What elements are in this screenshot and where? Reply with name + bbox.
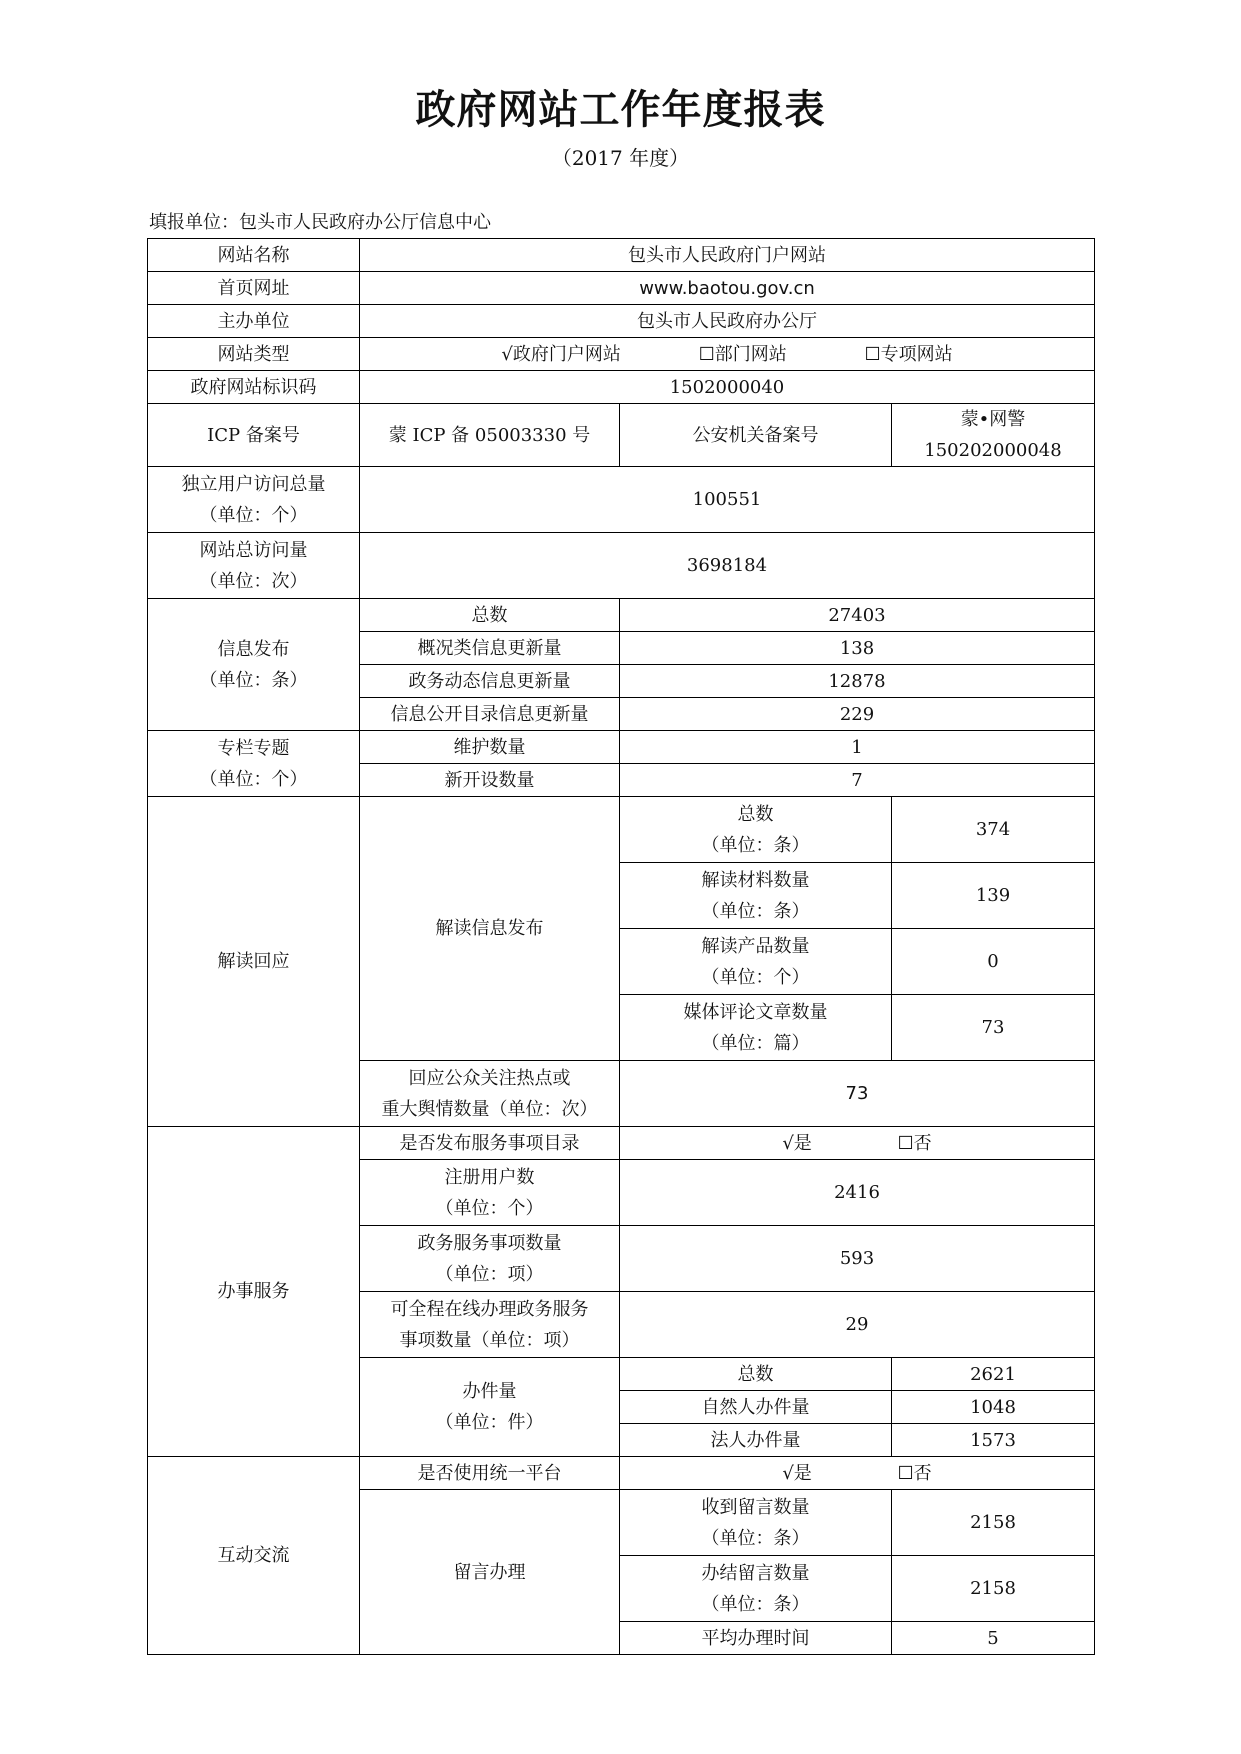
total-visits-value: 3698184	[360, 533, 1095, 599]
table-row	[148, 371, 1095, 404]
table-row	[148, 1127, 1095, 1160]
site-id-value: 1502000040	[360, 371, 1095, 404]
filing-unit: 填报单位：包头市人民政府办公厅信息中心	[149, 212, 491, 233]
service-catalog-yes: √是	[782, 1132, 812, 1154]
site-name-value: 包头市人民政府门户网站	[360, 239, 1095, 272]
service-catalog-value	[620, 1127, 1095, 1160]
service-catalog-label: 是否发布服务事项目录	[360, 1127, 620, 1160]
info-news-label: 政务动态信息更新量	[360, 665, 620, 698]
messages-completed-value: 2158	[892, 1556, 1095, 1622]
site-type-options	[360, 338, 1095, 371]
messages-label: 留言办理	[360, 1490, 620, 1655]
columns-maintained-value: 1	[620, 731, 1095, 764]
site-id-label: 政府网站标识码	[148, 371, 360, 404]
site-type-portal-option: √政府门户网站	[501, 343, 621, 365]
platform-yes: √是	[782, 1462, 812, 1484]
handled-legal-value: 1573	[892, 1424, 1095, 1457]
services-label: 办事服务	[148, 1127, 360, 1457]
response-value: 73	[620, 1061, 1095, 1127]
platform-value	[620, 1457, 1095, 1490]
service-catalog-no: ☐否	[897, 1132, 932, 1154]
table-row	[148, 305, 1095, 338]
police-record-label: 公安机关备案号	[620, 404, 892, 467]
interp-media-value: 73	[892, 995, 1095, 1061]
homepage-url-label: 首页网址	[148, 272, 360, 305]
sponsor-label: 主办单位	[148, 305, 360, 338]
icp-label: ICP 备案号	[148, 404, 360, 467]
columns-maintained-label: 维护数量	[360, 731, 620, 764]
sponsor-value: 包头市人民政府办公厅	[360, 305, 1095, 338]
table-row	[148, 272, 1095, 305]
unique-visitors-label: 独立用户访问总量 （单位：个）	[148, 467, 360, 533]
service-items-label: 政务服务事项数量 （单位：项）	[360, 1226, 620, 1292]
info-overview-value: 138	[620, 632, 1095, 665]
report-year: （2017 年度）	[551, 146, 690, 170]
table-row	[148, 338, 1095, 371]
handled-total-label: 总数	[620, 1358, 892, 1391]
interp-total-value: 374	[892, 797, 1095, 863]
table-row	[148, 467, 1095, 533]
interp-total-label: 总数 （单位：条）	[620, 797, 892, 863]
columns-label: 专栏专题 （单位：个）	[148, 731, 360, 797]
messages-received-label: 收到留言数量 （单位：条）	[620, 1490, 892, 1556]
interpretation-publish-label: 解读信息发布	[360, 797, 620, 1061]
table-row	[148, 239, 1095, 272]
avg-time-value: 5	[892, 1622, 1095, 1655]
columns-new-value: 7	[620, 764, 1095, 797]
interp-materials-label: 解读材料数量 （单位：条）	[620, 863, 892, 929]
columns-new-label: 新开设数量	[360, 764, 620, 797]
interp-materials-value: 139	[892, 863, 1095, 929]
report-title: 政府网站工作年度报表	[415, 86, 826, 133]
table-row	[148, 1457, 1095, 1490]
table-row	[148, 533, 1095, 599]
info-publish-label: 信息发布 （单位：条）	[148, 599, 360, 731]
registered-users-value: 2416	[620, 1160, 1095, 1226]
avg-time-label: 平均办理时间	[620, 1622, 892, 1655]
handled-person-value: 1048	[892, 1391, 1095, 1424]
site-name-label: 网站名称	[148, 239, 360, 272]
site-type-department-option: ☐部门网站	[698, 343, 787, 365]
total-visits-label: 网站总访问量 （单位：次）	[148, 533, 360, 599]
site-type-label: 网站类型	[148, 338, 360, 371]
icp-value: 蒙 ICP 备 05003330 号	[360, 404, 620, 467]
info-news-value: 12878	[620, 665, 1095, 698]
online-items-value: 29	[620, 1292, 1095, 1358]
handled-total-value: 2621	[892, 1358, 1095, 1391]
interp-products-label: 解读产品数量 （单位：个）	[620, 929, 892, 995]
platform-no: ☐否	[897, 1462, 932, 1484]
interaction-label: 互动交流	[148, 1457, 360, 1655]
info-catalog-label: 信息公开目录信息更新量	[360, 698, 620, 731]
info-overview-label: 概况类信息更新量	[360, 632, 620, 665]
response-label: 回应公众关注热点或 重大舆情数量（单位：次）	[360, 1061, 620, 1127]
service-items-value: 593	[620, 1226, 1095, 1292]
messages-received-value: 2158	[892, 1490, 1095, 1556]
police-record-value: 蒙•网警 150202000048	[892, 404, 1095, 467]
messages-completed-label: 办结留言数量 （单位：条）	[620, 1556, 892, 1622]
interpretation-label: 解读回应	[148, 797, 360, 1127]
info-catalog-value: 229	[620, 698, 1095, 731]
info-total-label: 总数	[360, 599, 620, 632]
platform-label: 是否使用统一平台	[360, 1457, 620, 1490]
interp-products-value: 0	[892, 929, 1095, 995]
unique-visitors-value: 100551	[360, 467, 1095, 533]
site-type-special-option: ☐专项网站	[864, 343, 953, 365]
table-row	[148, 731, 1095, 764]
table-row	[148, 797, 1095, 863]
online-items-label: 可全程在线办理政务服务 事项数量（单位：项）	[360, 1292, 620, 1358]
table-row	[148, 599, 1095, 632]
interp-media-label: 媒体评论文章数量 （单位：篇）	[620, 995, 892, 1061]
registered-users-label: 注册用户数 （单位：个）	[360, 1160, 620, 1226]
handled-person-label: 自然人办件量	[620, 1391, 892, 1424]
handled-label: 办件量 （单位：件）	[360, 1358, 620, 1457]
table-row	[148, 404, 1095, 467]
report-table	[147, 238, 1095, 1655]
homepage-url-value: www.baotou.gov.cn	[360, 272, 1095, 305]
info-total-value: 27403	[620, 599, 1095, 632]
handled-legal-label: 法人办件量	[620, 1424, 892, 1457]
